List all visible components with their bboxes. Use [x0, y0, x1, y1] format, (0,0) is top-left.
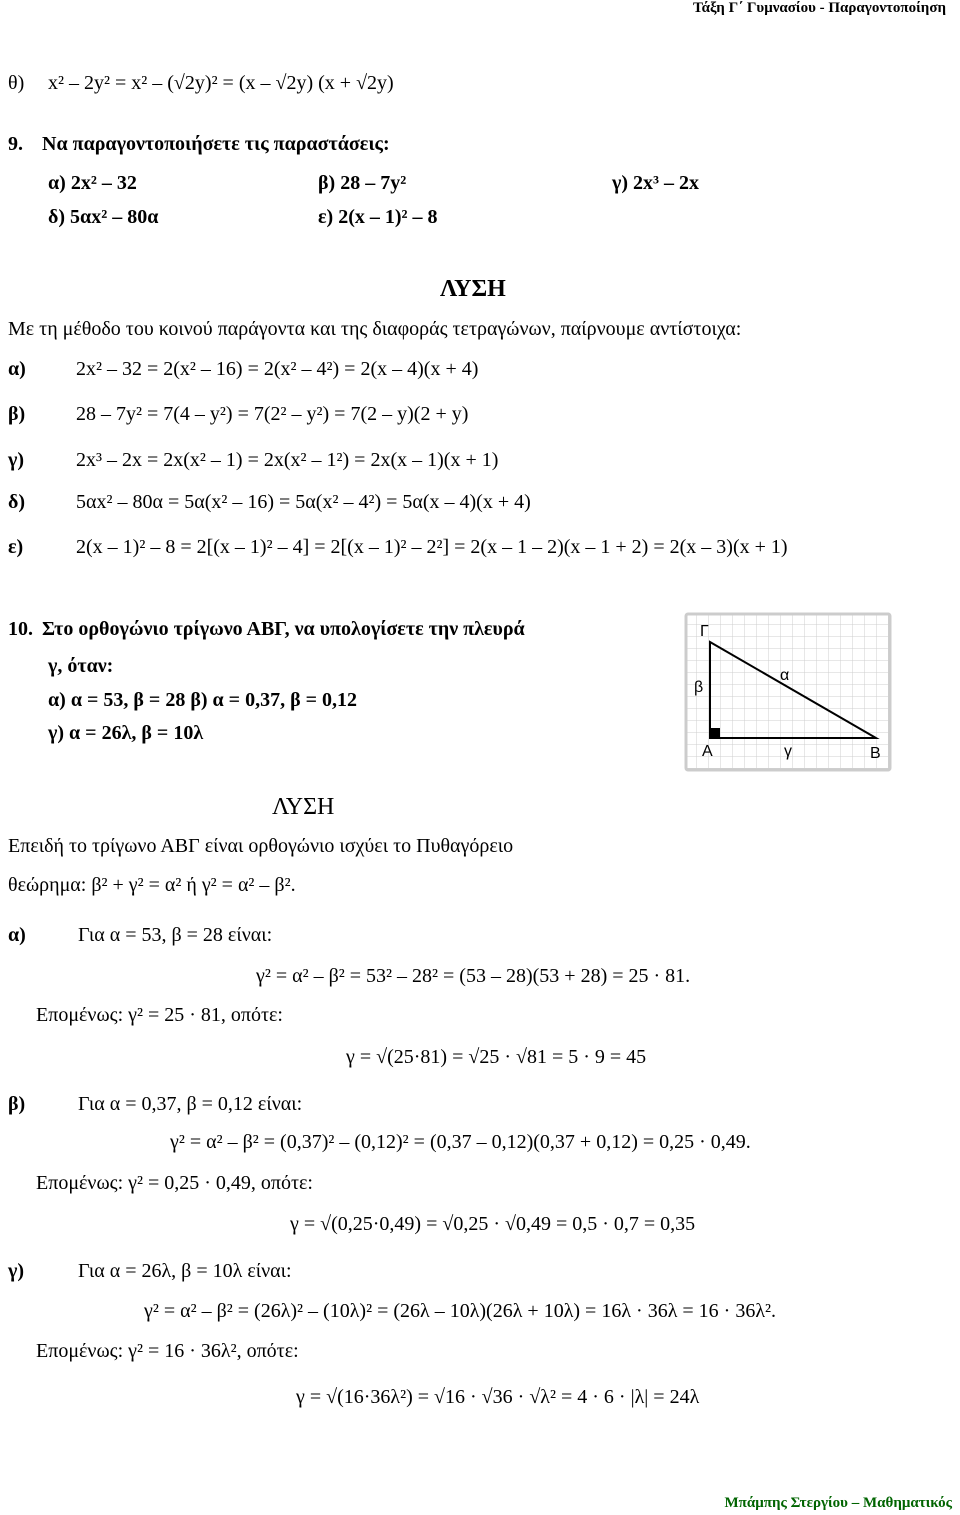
case-c-label: γ) — [8, 1260, 25, 1282]
exercise-9-row-expression: 2(x – 1)² – 8 = 2[(x – 1)² – 4] = 2[(x – 1)² – 2²] = 2(x – 1 – 2)(x – 1 + 2) = 2(x – 3)(x + 1) — [76, 536, 788, 558]
exercise-10-intro-2: θεώρημα: β² + γ² = α² ή γ² = α² – β². — [8, 874, 296, 896]
case-b-calculation: γ² = α² – β² = (0,37)² – (0,12)² = (0,37 – 0,12)(0,37 + 0,12) = 0,25 · 0,49. — [170, 1131, 751, 1153]
exercise-9-row-label: β) — [8, 403, 26, 425]
exercise-9-row-label: γ) — [8, 449, 25, 471]
exercise-9-item-b: β) 28 – 7y² — [318, 172, 407, 194]
case-b-result: γ = √(0,25·0,49) = √0,25 · √0,49 = 0,5 · 0,7 = 0,35 — [290, 1213, 696, 1235]
case-c-calculation: γ² = α² – β² = (26λ)² – (10λ)² = (26λ – 10λ)(26λ + 10λ) = 16λ · 36λ = 16 · 36λ². — [144, 1300, 777, 1322]
case-a-given: Για α = 53, β = 28 είναι: — [78, 924, 273, 946]
page-header: Τάξη Γ΄ Γυμνασίου - Παραγοντοποίηση — [692, 0, 946, 16]
vertex-g-label: Γ — [700, 623, 709, 640]
exercise-10-cases-2: γ) α = 26λ, β = 10λ — [48, 722, 204, 744]
exercise-9-solution-title: ΛΥΣΗ — [440, 276, 506, 302]
side-gamma-label: γ — [784, 743, 792, 760]
case-c-given: Για α = 26λ, β = 10λ είναι: — [78, 1260, 292, 1282]
exercise-9-item-c: γ) 2x³ – 2x — [612, 172, 700, 194]
exercise-10-prompt-2: γ, όταν: — [48, 655, 114, 677]
exercise-9-row-expression: 28 – 7y² = 7(4 – y²) = 7(2² – y²) = 7(2 – y)(2 + y) — [76, 403, 469, 425]
exercise-9-row-label: α) — [8, 358, 26, 380]
side-beta-label: β — [694, 679, 704, 696]
case-a-calculation: γ² = α² – β² = 53² – 28² = (53 – 28)(53 + 28) = 25 · 81. — [256, 965, 691, 987]
case-a-hence: Επομένως: γ² = 25 · 81, οπότε: — [36, 1004, 283, 1026]
case-c-result: γ = √(16·36λ²) = √16 · √36 · √λ² = 4 · 6 · |λ| = 24λ — [296, 1386, 700, 1408]
exercise-9-row-expression: 2x² – 32 = 2(x² – 16) = 2(x² – 4²) = 2(x – 4)(x + 4) — [76, 358, 479, 380]
case-a-label: α) — [8, 924, 26, 946]
exercise-9-item-d: δ) 5αx² – 80α — [48, 206, 159, 228]
case-c-hence: Επομένως: γ² = 16 · 36λ², οπότε: — [36, 1340, 299, 1362]
exercise-10-prompt-1: Στο ορθογώνιο τρίγωνο ΑΒΓ, να υπολογίσετε την πλευρά — [42, 618, 525, 640]
exercise-10-cases-1: α) α = 53, β = 28 β) α = 0,37, β = 0,12 — [48, 689, 358, 711]
vertex-b-label: Β — [870, 745, 881, 762]
case-b-label: β) — [8, 1093, 26, 1115]
exercise-9-row-expression: 5αx² – 80α = 5α(x² – 16) = 5α(x² – 4²) = 5α(x – 4)(x + 4) — [76, 491, 531, 513]
exercise-10-number: 10. — [8, 618, 33, 640]
theta-expression: x² – 2y² = x² – (√2y)² = (x – √2y) (x + √2y) — [48, 72, 394, 94]
exercise-9-prompt: Να παραγοντοποιήσετε τις παραστάσεις: — [42, 133, 390, 155]
exercise-9-number: 9. — [8, 133, 23, 155]
theta-label: θ) — [8, 72, 25, 94]
exercise-9-row-expression: 2x³ – 2x = 2x(x² – 1) = 2x(x² – 1²) = 2x(x – 1)(x + 1) — [76, 449, 499, 471]
exercise-10-solution-title: ΛΥΣΗ — [272, 794, 335, 820]
exercise-10-intro-1: Επειδή το τρίγωνο ΑΒΓ είναι ορθογώνιο ισχύει το Πυθαγόρειο — [8, 835, 514, 857]
triangle-figure — [684, 612, 892, 772]
exercise-9-intro: Με τη μέθοδο του κοινού παράγοντα και της διαφοράς τετραγώνων, παίρνουμε αντίστοιχα: — [8, 318, 742, 340]
exercise-9-row-label: ε) — [8, 536, 24, 558]
case-b-given: Για α = 0,37, β = 0,12 είναι: — [78, 1093, 303, 1115]
case-b-hence: Επομένως: γ² = 0,25 · 0,49, οπότε: — [36, 1172, 313, 1194]
case-a-result: γ = √(25·81) = √25 · √81 = 5 · 9 = 45 — [346, 1046, 647, 1068]
vertex-a-label: Α — [702, 743, 713, 760]
exercise-9-item-e: ε) 2(x – 1)² – 8 — [318, 206, 438, 228]
page-footer: Μπάμπης Στεργίου – Μαθηματικός — [724, 1495, 952, 1511]
right-angle-marker — [710, 728, 720, 738]
exercise-9-row-label: δ) — [8, 491, 26, 513]
triangle-svg — [684, 612, 892, 772]
side-alpha-label: α — [780, 667, 790, 684]
exercise-9-item-a: α) 2x² – 32 — [48, 172, 137, 194]
